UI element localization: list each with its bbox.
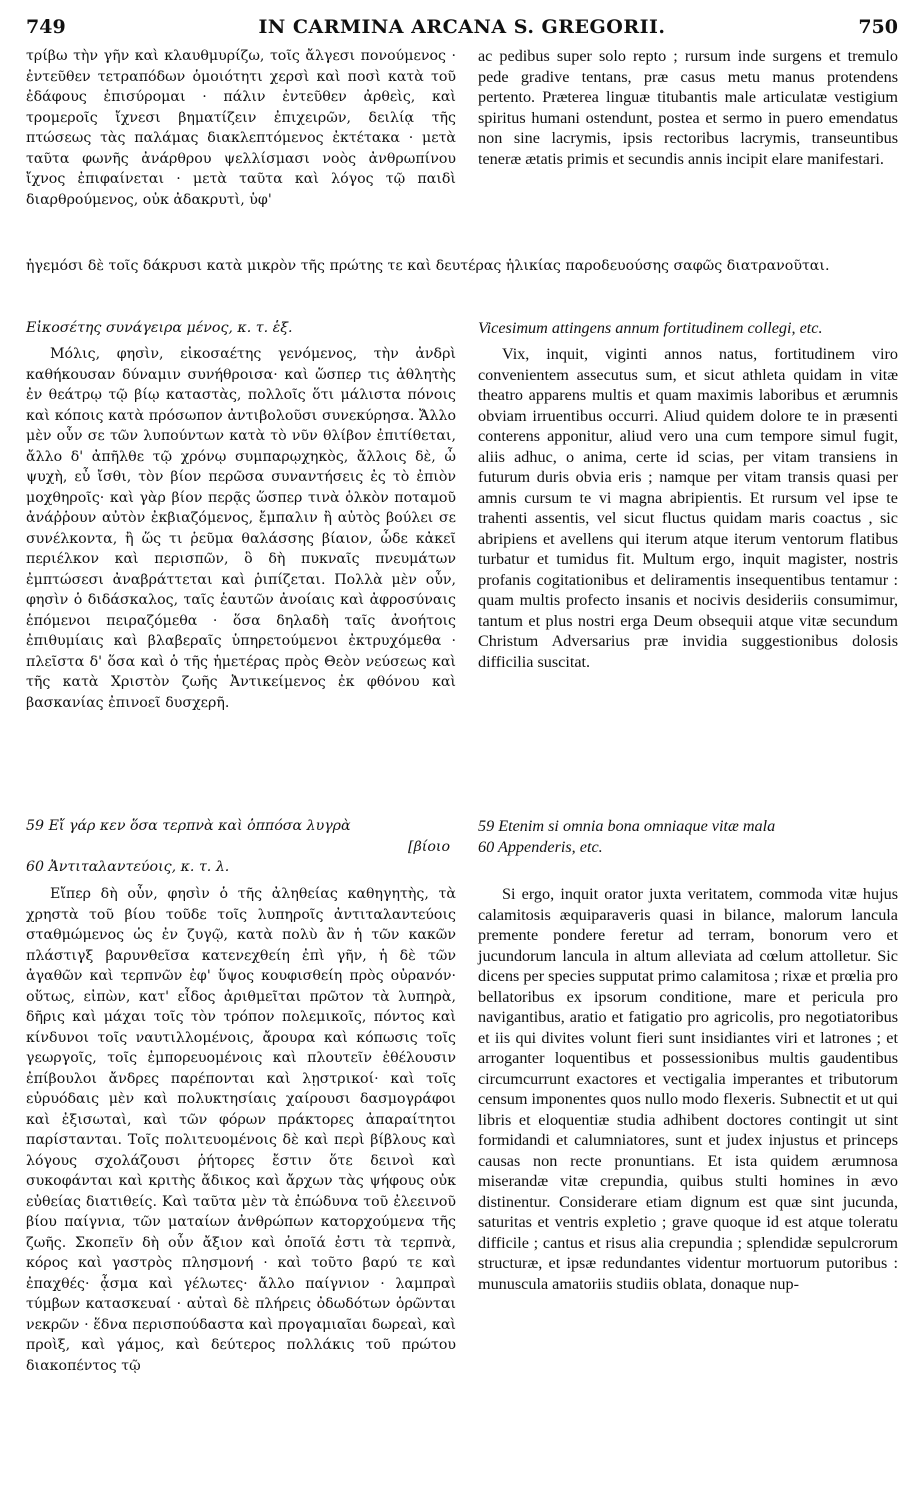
latin-paragraph-1: ac pedibus super solo repto ; rursum inde surgens et tremulo pede gradive tentans, præ casus metu manus protendens pertento. Præterea linguæ titubantis male articulatæ vestigium spiritus humani ostendunt, postea et sermo in puero emendatus non sine lacrymis, ipsis rectoribus lacrymis, transeuntibus teneræ ætatis primis et secundis annis incipit elare manifestari.: [478, 47, 898, 168]
greek-lemma-2-bracket: [βίοιο: [408, 838, 450, 855]
latin-lemma-2-line-60: 60 Appenderis, etc.: [478, 837, 603, 856]
greek-paragraph-1: τρίβω τὴν γῆν καὶ κλαυθμυρίζω, τοῖς ἄλγεσι πονούμενος · ἐντεῦθεν τετραπόδων ὁμοιότητι χερσὶ καὶ ποσὶ κατὰ τοῦ ἐδάφους ἐπισύρομαι · πάλιν ἐντεῦθεν ἀρθεὶς, καὶ τρομεροῖς ἴχνεσι βηματίζειν ἐπιχειρῶν, δειλίᾳ τῆς πτώσεως τὰς παλάμας διακλεπτόμενος ἐκτέτακα · μετὰ ταῦτα φωνῆς ἀνάρθρου ψελλίσμασι νοὸς ἀνθρωπίνου ἴχνος ἐπιφαίνεται · μετὰ ταῦτα καὶ λόγος τῷ παιδὶ διαρθρούμενος, οὐκ ἀδακρυτὶ, ὑφ': [26, 48, 456, 208]
greek-lemma-1: Εἰκοσέτης συνάγειρα μένος, κ. τ. ἑξ.: [26, 320, 293, 336]
greek-spanning-line: ἡγεμόσι δὲ τοῖς δάκρυσι κατὰ μικρὸν τῆς πρώτης τε καὶ δευτέρας ἡλικίας παροδευούσης σαφῶς διατρανοῦται.: [26, 258, 830, 274]
latin-paragraph-3: Si ergo, inquit orator juxta veritatem, commoda vitæ hujus calamitosis æquiparaveris quasi in bilance, malorum lancula premente pondere feretur ad terram, bonorum vero et jucundorum lancula in altum alleviata ad cœlum attolletur. Sic dicens per species supputat primo calamitosa ; rixæ et prœlia pro bellatoribus ex ipsorum conditione, mare et pericula pro navigantibus, aratio et fatigatio pro agricolis, pro negotiatoribus et iis qui divites volunt fieri sunt insidiantes viri et latrones ; et arroganter loquentibus et possessionibus multis gaudentibus circumcurrunt exactores et vectigalia imperantes et tributorum censum imponentes quos nullo modo flexeris. Subnectit et ut qui libris et eloquentiæ studia adhibent doctores contingit ut sint formidandi et calumniatores, sunt et judex injustus et princeps causas non recte pronuntians. Et ista quidem ærumnosa miserandæ vitæ crepundia, quibus stulti homines in ævo distinentur. Considerare etiam dignum est quæ sint jucunda, saturitas et ventris expletio ; grave quoque id est atque toleratu difficile ; cantus et risus alia crepundia ; splendidæ sepulcrorum structuræ, et ipsæ redundantes videntur mortuorum putoribus : munuscula amatoriis studiis oblata, donaque nup-: [478, 885, 898, 1293]
running-title: IN CARMINA ARCANA S. GREGORII.: [258, 16, 666, 38]
latin-lemma-1: Vicesimum attingens annum fortitudinem collegi, etc.: [478, 319, 823, 337]
page-number-left: 749: [26, 16, 66, 38]
greek-paragraph-3: Εἴπερ δὴ οὖν, φησὶν ὁ τῆς ἀληθείας καθηγητὴς, τὰ χρηστὰ τοῦ βίου τοῦδε τοῖς λυπηροῖς ἀντιταλαντεύοις σταθμώμενος ὡς ἐν ζυγῷ, κατὰ πολὺ ἂν ἡ τῶν κακῶν πλάστιγξ βαρυνθεῖσα κατενεχθείη ἐπὶ γῆν, ἡ δὲ τῶν ἀγαθῶν καὶ τερπνῶν ἐφ' ὕψος κουφισθείη πρὸς οὐρανόν· οὕτως, εἰπὼν, κατ' εἶδος ἀριθμεῖται πρῶτον τὰ λυπηρὰ, δῆρις καὶ μάχαι τοῖς τὸν τρόπον πολεμικοῖς, πόντος καὶ κίνδυνοι τοῖς ναυτιλλομένοις, ἄρουρα καὶ κόπωσις τοῖς γεωργοῖς, τοῖς ἐμπορευομένοις καὶ πλουτεῖν ἐθέλουσιν ἐπίβουλοι ἄνδρες παρέπονται καὶ λῃστρικοί· καὶ τοῖς εὐρυόδαις μὲν καὶ πολυκτησίαις χαίρουσι δασμογράφοι καὶ ἐξισωταὶ, καὶ τῶν φόρων πράκτορες ἀπαραίτητοι παρίστανται. Τοῖς πολιτευομένοις δὲ καὶ περὶ βίβλους καὶ λόγους σχολάζουσι ῥήτορες ἔστιν ὅτε δεινοὶ καὶ συκοφάνται καὶ κριτὴς ἄδικος καὶ ἄρχων τὰς ψήφους οὐκ εὐθείας διατιθείς. Καὶ ταῦτα μὲν τὰ ἐπώδυνα τοῦ ἐλεεινοῦ βίου παίγνια, τῶν ματαίων ἀνθρώπων κατορχούμενα τῆς ζωῆς. Σκοπεῖν δὴ οὖν ἄξιον καὶ ὁποῖά ἐστι τὰ τερπνὰ, κόρος καὶ γαστρὸς πλησμονή · καὶ τοῦτο βαρύ τε καὶ ἐπαχθές· ᾆσμα καὶ γέλωτες· ἄλλο παίγνιον · λαμπραὶ τύμβων κατασκευαί · αὐταὶ δὲ πλήρεις ὀδωδότων ὁρῶνται νεκρῶν · ἕδνα περισπούδαστα καὶ προγαμιαῖαι δωρεαὶ, καὶ προὶξ, καὶ γάμος, καὶ δεύτερος πολλάκις τοῦ πρώτου διακοπέντος τῷ: [26, 886, 456, 1374]
greek-lemma-2: [26, 816, 456, 878]
page: [26, 0, 898, 1501]
greek-lemma-2-line-59: 59 Εἴ γάρ κεν ὅσα τερπνὰ καὶ ὁππόσα λυγρὰ: [26, 818, 351, 834]
greek-paragraph-2: Μόλις, φησὶν, εἰκοσαέτης γενόμενος, τὴν ἀνδρὶ καθήκουσαν δύναμιν συνήθροισα· καὶ ὥσπερ τις ἀθλητὴς ἐν θεάτρῳ τῷ βίῳ καταστὰς, πολλοῖς ὅτι μάλιστα πόνοις καὶ κόποις κατὰ πρόσωπον ἀντιβολοῦσι συνεκύρησα. Ἄλλο μὲν οὖν σε τῶν λυπούντων κατὰ τὸ νῦν θλίβον ἐπιτίθεται, ἄλλο δ' ἀπῆλθε τῷ χρόνῳ συμπαρῳχηκὸς, ἄλλοις δὲ, ὦ ψυχὴ, εὖ ἴσθι, τὸν βίον περῶσα συναντήσεις ἐς τὸ ἐπιὸν μοχθηροῖς· καὶ γὰρ βίον περᾷς ὥσπερ τινὰ ὁλκὸν ποταμοῦ ἀνάῤῥουν αὐτὸν ἐκβιαζόμενος, ἔμπαλιν ἢ αὐτὸς βούλει σε συνέλκοντα, ἢ ὥς τι ῥεῦμα θαλάσσης βίαιον, ὧδε κἀκεῖ περιέλκον καὶ περισπῶν, ὃ δὴ πυκναῖς πνευμάτων ἐμπτώσεσι ἀναβράττεται καὶ ῥιπίζεται. Πολλὰ μὲν οὖν, φησὶν ὁ διδάσκαλος, ταῖς ἑαυτῶν ἀνοίαις καὶ ἀφροσύναις ἑπόμενοι πειραζόμεθα · ὅσα δηλαδὴ ταῖς ἀνοήτοις ἐπιθυμίαις καὶ βλαβεραῖς ὑπηρετούμενοι ἐκτρυχόμεθα · πλεῖστα δ' ὅσα καὶ ὁ τῆς ἡμετέρας πρὸς Θεὸν νεύσεως καὶ τῆς κατὰ Χριστὸν ζωῆς Ἀντικείμενος ἐκ φθόνου καὶ βασκανίας ἐπινοεῖ δυσχερῆ.: [26, 346, 456, 711]
latin-lemma-2-line-59: 59 Etenim si omnia bona omniaque vitæ mala: [478, 817, 776, 835]
greek-lemma-2-line-60: 60 Ἀντιταλαντεύοις, κ. τ. λ.: [26, 859, 230, 875]
page-number-right: 750: [858, 16, 898, 38]
latin-paragraph-2: Vix, inquit, viginti annos natus, fortitudinem viro convenientem assecutus sum, et sicut athleta quidam in vitæ theatro apparens multis et quam maximis laboribus et ærumnis obviam irruentibus occurri. Aliud quidem dolore te in præsenti conterens apponitur, aliud vero una cum tempore simul fugit, aliis adhuc, o anima, certe id scias, per vitam transiens in futurum duris obvia eris ; namque per vitam transis quasi per amnis cursum te vi magna abripientis. Et rursum vel ipse te trahenti assentis, vel sicut fluctus quidam maris coactus , sic abripiens et avellens qui iterum atque iterum ventorum flatibus turbatur et tumidus fit. Multum ergo, inquit magister, nostris profanis cogitationibus et deliramentis insequentibus tentamur : quam multis profecto insanis et nocivis desideriis consumimur, tantum et plus nostri erga Deum obsequii atque vitæ secundum Christum Adversarius præ invidia suggestionibus dolosis difficilia suscitat.: [478, 345, 898, 671]
running-header: [26, 16, 898, 42]
latin-lemma-2: [478, 816, 898, 857]
